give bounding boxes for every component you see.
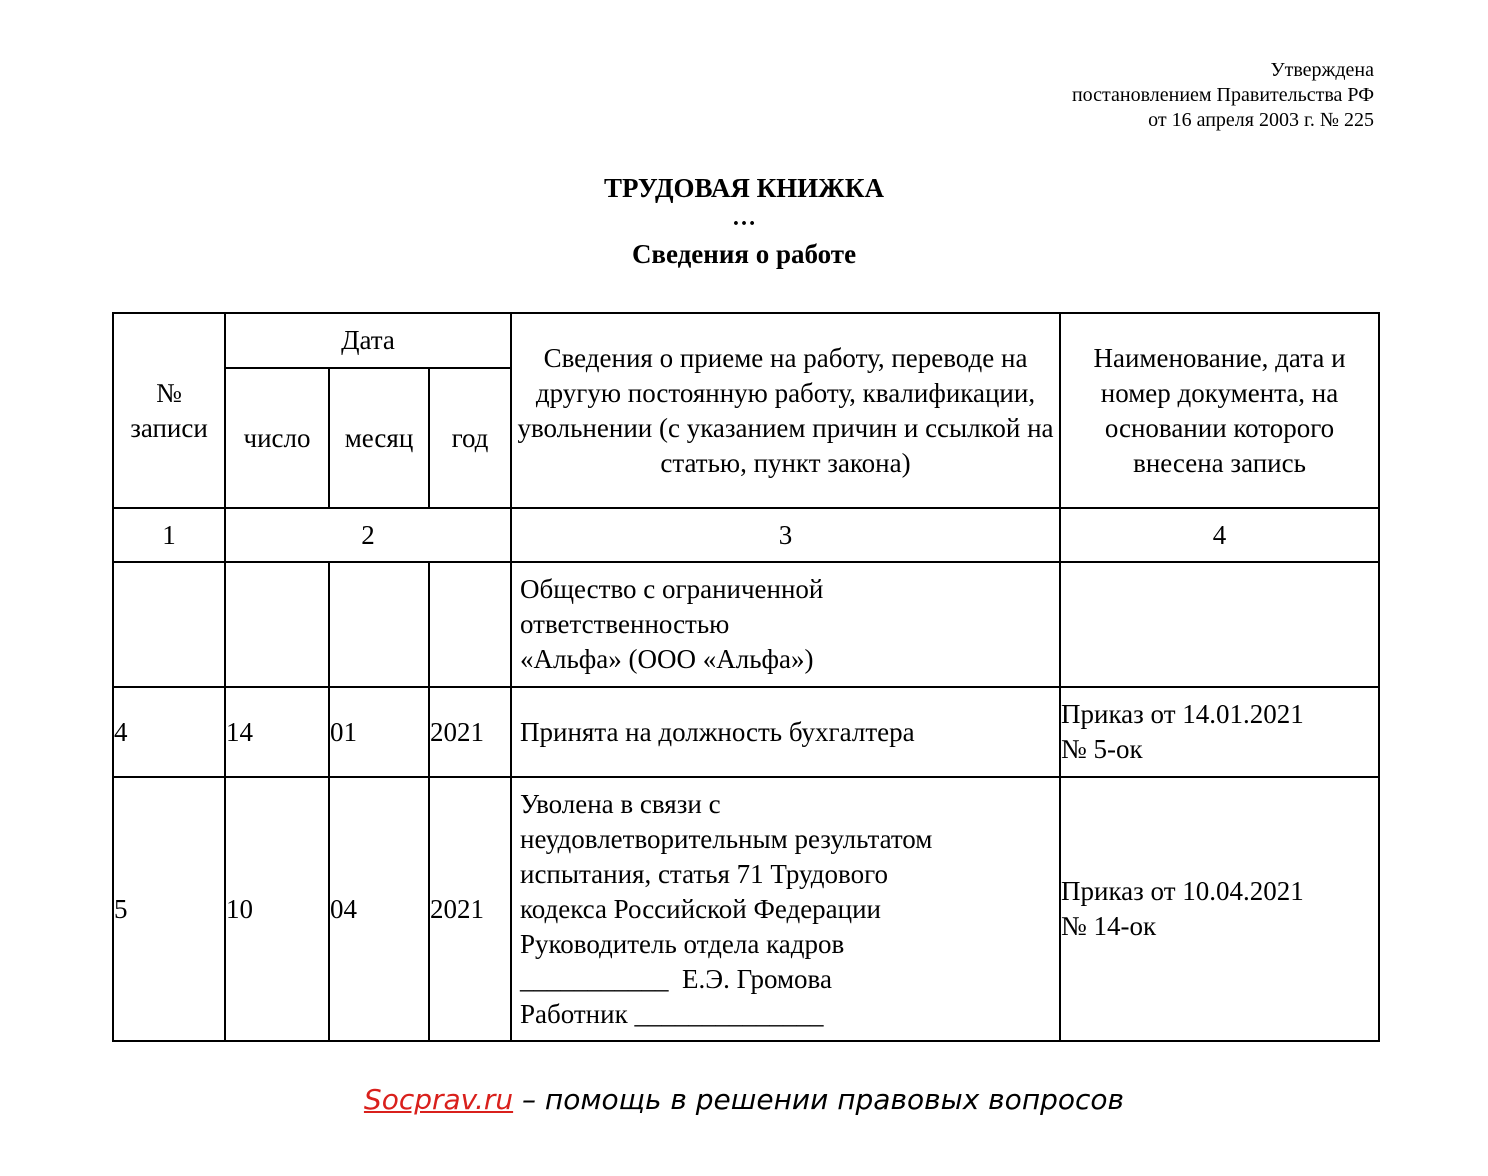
cell-day [225, 562, 329, 687]
header-month: месяц [329, 368, 429, 508]
footer [0, 1083, 1488, 1116]
cell-year: 2021 [429, 687, 511, 777]
cell-document [1060, 562, 1379, 687]
info-line: неудовлетворительным результатом [520, 823, 933, 854]
cell-info [511, 562, 1060, 687]
heading [0, 170, 1488, 272]
column-number-1: 1 [113, 508, 225, 562]
info-line: «Альфа» (ООО «Альфа») [520, 644, 814, 674]
approval-block [1072, 58, 1374, 133]
column-number-2: 2 [225, 508, 511, 562]
socprav-link[interactable]: Socprav.ru [363, 1083, 514, 1116]
approval-line-3: от 16 апреля 2003 г. № 225 [1148, 109, 1374, 131]
doc-line: Приказ от 14.01.2021 [1061, 699, 1304, 729]
approval-line-2: постановлением Правительства РФ [1071, 84, 1374, 106]
cell-record-no: 4 [113, 687, 225, 777]
doc-line: Приказ от 10.04.2021 [1061, 876, 1304, 906]
cell-day: 10 [225, 777, 329, 1041]
work-record-table [112, 312, 1380, 1042]
doc-line: № 14-ок [1061, 911, 1157, 941]
column-number-4: 4 [1060, 508, 1379, 562]
footer-tagline: – помощь в решении правовых вопросов [513, 1083, 1125, 1116]
header-year: год [429, 368, 511, 508]
cell-document [1060, 777, 1379, 1041]
header-date: Дата [225, 313, 511, 368]
header-day: число [225, 368, 329, 508]
cell-record-no [113, 562, 225, 687]
cell-record-no: 5 [113, 777, 225, 1041]
signature-line-hr: ___________ Е.Э. Громова [520, 963, 832, 994]
info-line: ответственностью [520, 609, 730, 639]
cell-year [429, 562, 511, 687]
table-row [113, 687, 1379, 777]
section-title: Сведения о работе [631, 239, 857, 269]
info-line: Уволена в связи с [520, 788, 721, 819]
info-line: Принята на должность бухгалтера [520, 716, 915, 747]
cell-month: 01 [329, 687, 429, 777]
header-document: Наименование, дата и номер документа, на основании которого внесена запись [1060, 313, 1379, 508]
approval-line-1: Утверждена [1270, 59, 1374, 81]
table-row [113, 777, 1379, 1041]
cell-info [511, 777, 1060, 1041]
cell-month: 04 [329, 777, 429, 1041]
header-record-no: № записи [113, 313, 225, 508]
info-line: испытания, статья 71 Трудового [520, 858, 888, 889]
header-info: Сведения о приеме на работу, переводе на другую постоянную работу, квалификации, увольнении (с указанием причин и ссылкой на статью, пункт закона) [511, 313, 1060, 508]
doc-line: № 5-ок [1061, 734, 1143, 764]
table-row [113, 562, 1379, 687]
info-line: Общество с ограниченной [520, 574, 824, 604]
cell-info [511, 687, 1060, 777]
cell-year: 2021 [429, 777, 511, 1041]
info-line: Руководитель отдела кадров [520, 928, 845, 959]
title-ellipsis: … [732, 205, 756, 231]
column-number-3: 3 [511, 508, 1060, 562]
document-title: ТРУДОВАЯ КНИЖКА [604, 173, 884, 203]
cell-month [329, 562, 429, 687]
signature-line-employee: Работник ______________ [520, 998, 824, 1029]
cell-document [1060, 687, 1379, 777]
info-line: кодекса Российской Федерации [520, 893, 882, 924]
cell-day: 14 [225, 687, 329, 777]
